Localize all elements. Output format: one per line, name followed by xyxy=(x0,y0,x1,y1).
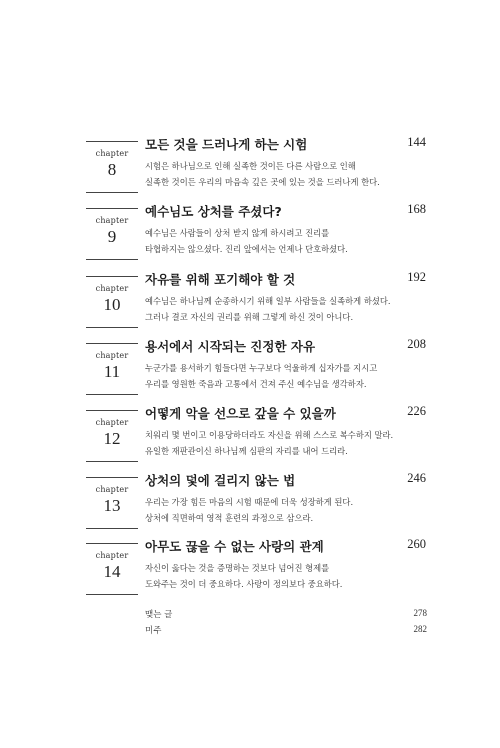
chapter-number-box xyxy=(86,543,138,595)
chapter-summary xyxy=(145,560,435,592)
chapter-number: 14 xyxy=(103,562,121,581)
toc-entry[interactable] xyxy=(0,537,500,599)
chapter-word: chapter xyxy=(95,216,129,225)
summary-line: 시험은 하나님으로 인해 실족한 것이든 다른 사람으로 인해 xyxy=(145,161,356,171)
chapter-title[interactable]: 용서에서 시작되는 진정한 자유 xyxy=(145,339,316,354)
toc-entry[interactable] xyxy=(0,135,500,197)
back-matter-label: 맺는 글 xyxy=(145,610,173,620)
chapter-word: chapter xyxy=(95,485,129,494)
chapter-summary xyxy=(145,293,435,325)
summary-line: 타협하지는 않으셨다. 진리 앞에서는 언제나 단호하셨다. xyxy=(145,244,348,254)
toc-entry[interactable] xyxy=(0,337,500,399)
summary-line: 우리를 영원한 죽음과 고통에서 건져 주신 예수님을 생각하자. xyxy=(145,379,367,389)
summary-line: 상처에 직면하여 영적 훈련의 과정으로 삼으라. xyxy=(145,513,314,523)
page-number: 192 xyxy=(407,270,426,284)
summary-line: 예수님은 사람들이 상처 받지 않게 하시려고 진리를 xyxy=(145,228,330,238)
toc-entry[interactable] xyxy=(0,202,500,264)
page-number: 168 xyxy=(407,202,426,216)
page-number: 260 xyxy=(407,537,426,551)
chapter-number-box xyxy=(86,477,138,529)
chapter-title[interactable]: 모든 것을 드러나게 하는 시험 xyxy=(145,137,308,152)
summary-line: 유일한 재판관이신 하나님께 심판의 자리를 내어 드리라. xyxy=(145,446,348,456)
chapter-summary xyxy=(145,494,435,526)
chapter-number: 12 xyxy=(103,429,121,448)
chapter-number-box xyxy=(86,276,138,328)
chapter-word: chapter xyxy=(95,418,129,427)
summary-line: 그러나 결코 자신의 권리를 위해 그렇게 하신 것이 아니다. xyxy=(145,312,354,322)
page-number: 226 xyxy=(407,404,426,418)
chapter-number: 8 xyxy=(107,160,117,179)
summary-line: 도와주는 것이 더 중요하다. 사랑이 정의보다 중요하다. xyxy=(145,579,343,589)
chapter-summary xyxy=(145,360,435,392)
chapter-number: 9 xyxy=(107,227,117,246)
chapter-number-box xyxy=(86,343,138,395)
back-matter-label: 미주 xyxy=(145,626,162,636)
page-number: 246 xyxy=(407,471,426,485)
toc-entry[interactable] xyxy=(0,471,500,533)
chapter-number: 11 xyxy=(103,362,121,381)
summary-line: 누군가를 용서하기 힘들다면 누구보다 억울하게 십자가를 지시고 xyxy=(145,363,378,373)
back-matter-page: 282 xyxy=(413,624,427,634)
back-matter-page: 278 xyxy=(413,608,427,618)
chapter-number-box xyxy=(86,141,138,193)
chapter-word: chapter xyxy=(95,284,129,293)
chapter-word: chapter xyxy=(95,149,129,158)
summary-line: 치워리 몇 번이고 이용당하더라도 자신을 위해 스스로 복수하지 말라. xyxy=(145,430,394,440)
chapter-number: 10 xyxy=(103,295,121,314)
chapter-word: chapter xyxy=(95,351,129,360)
chapter-title[interactable]: 아무도 끊을 수 없는 사랑의 관계 xyxy=(145,539,324,554)
chapter-title[interactable]: 어떻게 악을 선으로 갚을 수 있을까 xyxy=(145,406,336,421)
chapter-title[interactable]: 예수님도 상처를 주셨다? xyxy=(145,204,282,219)
back-matter-entry[interactable] xyxy=(145,608,427,620)
chapter-number-box xyxy=(86,208,138,260)
toc-entry[interactable] xyxy=(0,404,500,466)
chapter-number: 13 xyxy=(103,496,121,515)
chapter-summary xyxy=(145,225,435,257)
chapter-number-box xyxy=(86,410,138,462)
page-number: 208 xyxy=(407,337,426,351)
chapter-title[interactable]: 상처의 덫에 걸리지 않는 법 xyxy=(145,473,296,488)
back-matter-entry[interactable] xyxy=(145,624,427,636)
chapter-word: chapter xyxy=(95,551,129,560)
chapter-summary xyxy=(145,427,435,459)
toc-entry[interactable] xyxy=(0,270,500,332)
summary-line: 예수님은 하나님께 순종하시기 위해 일부 사람들을 실족하게 하셨다. xyxy=(145,296,391,306)
chapter-title[interactable]: 자유를 위해 포기해야 할 것 xyxy=(145,272,296,287)
summary-line: 실족한 것이든 우리의 마음속 깊은 곳에 있는 것을 드러나게 한다. xyxy=(145,177,380,187)
chapter-summary xyxy=(145,158,435,190)
page-number: 144 xyxy=(407,135,426,149)
summary-line: 자신이 옳다는 것을 증명하는 것보다 넘어진 형제를 xyxy=(145,563,330,573)
summary-line: 우리는 가장 힘든 마음의 시험 때문에 더욱 성장하게 된다. xyxy=(145,497,354,507)
